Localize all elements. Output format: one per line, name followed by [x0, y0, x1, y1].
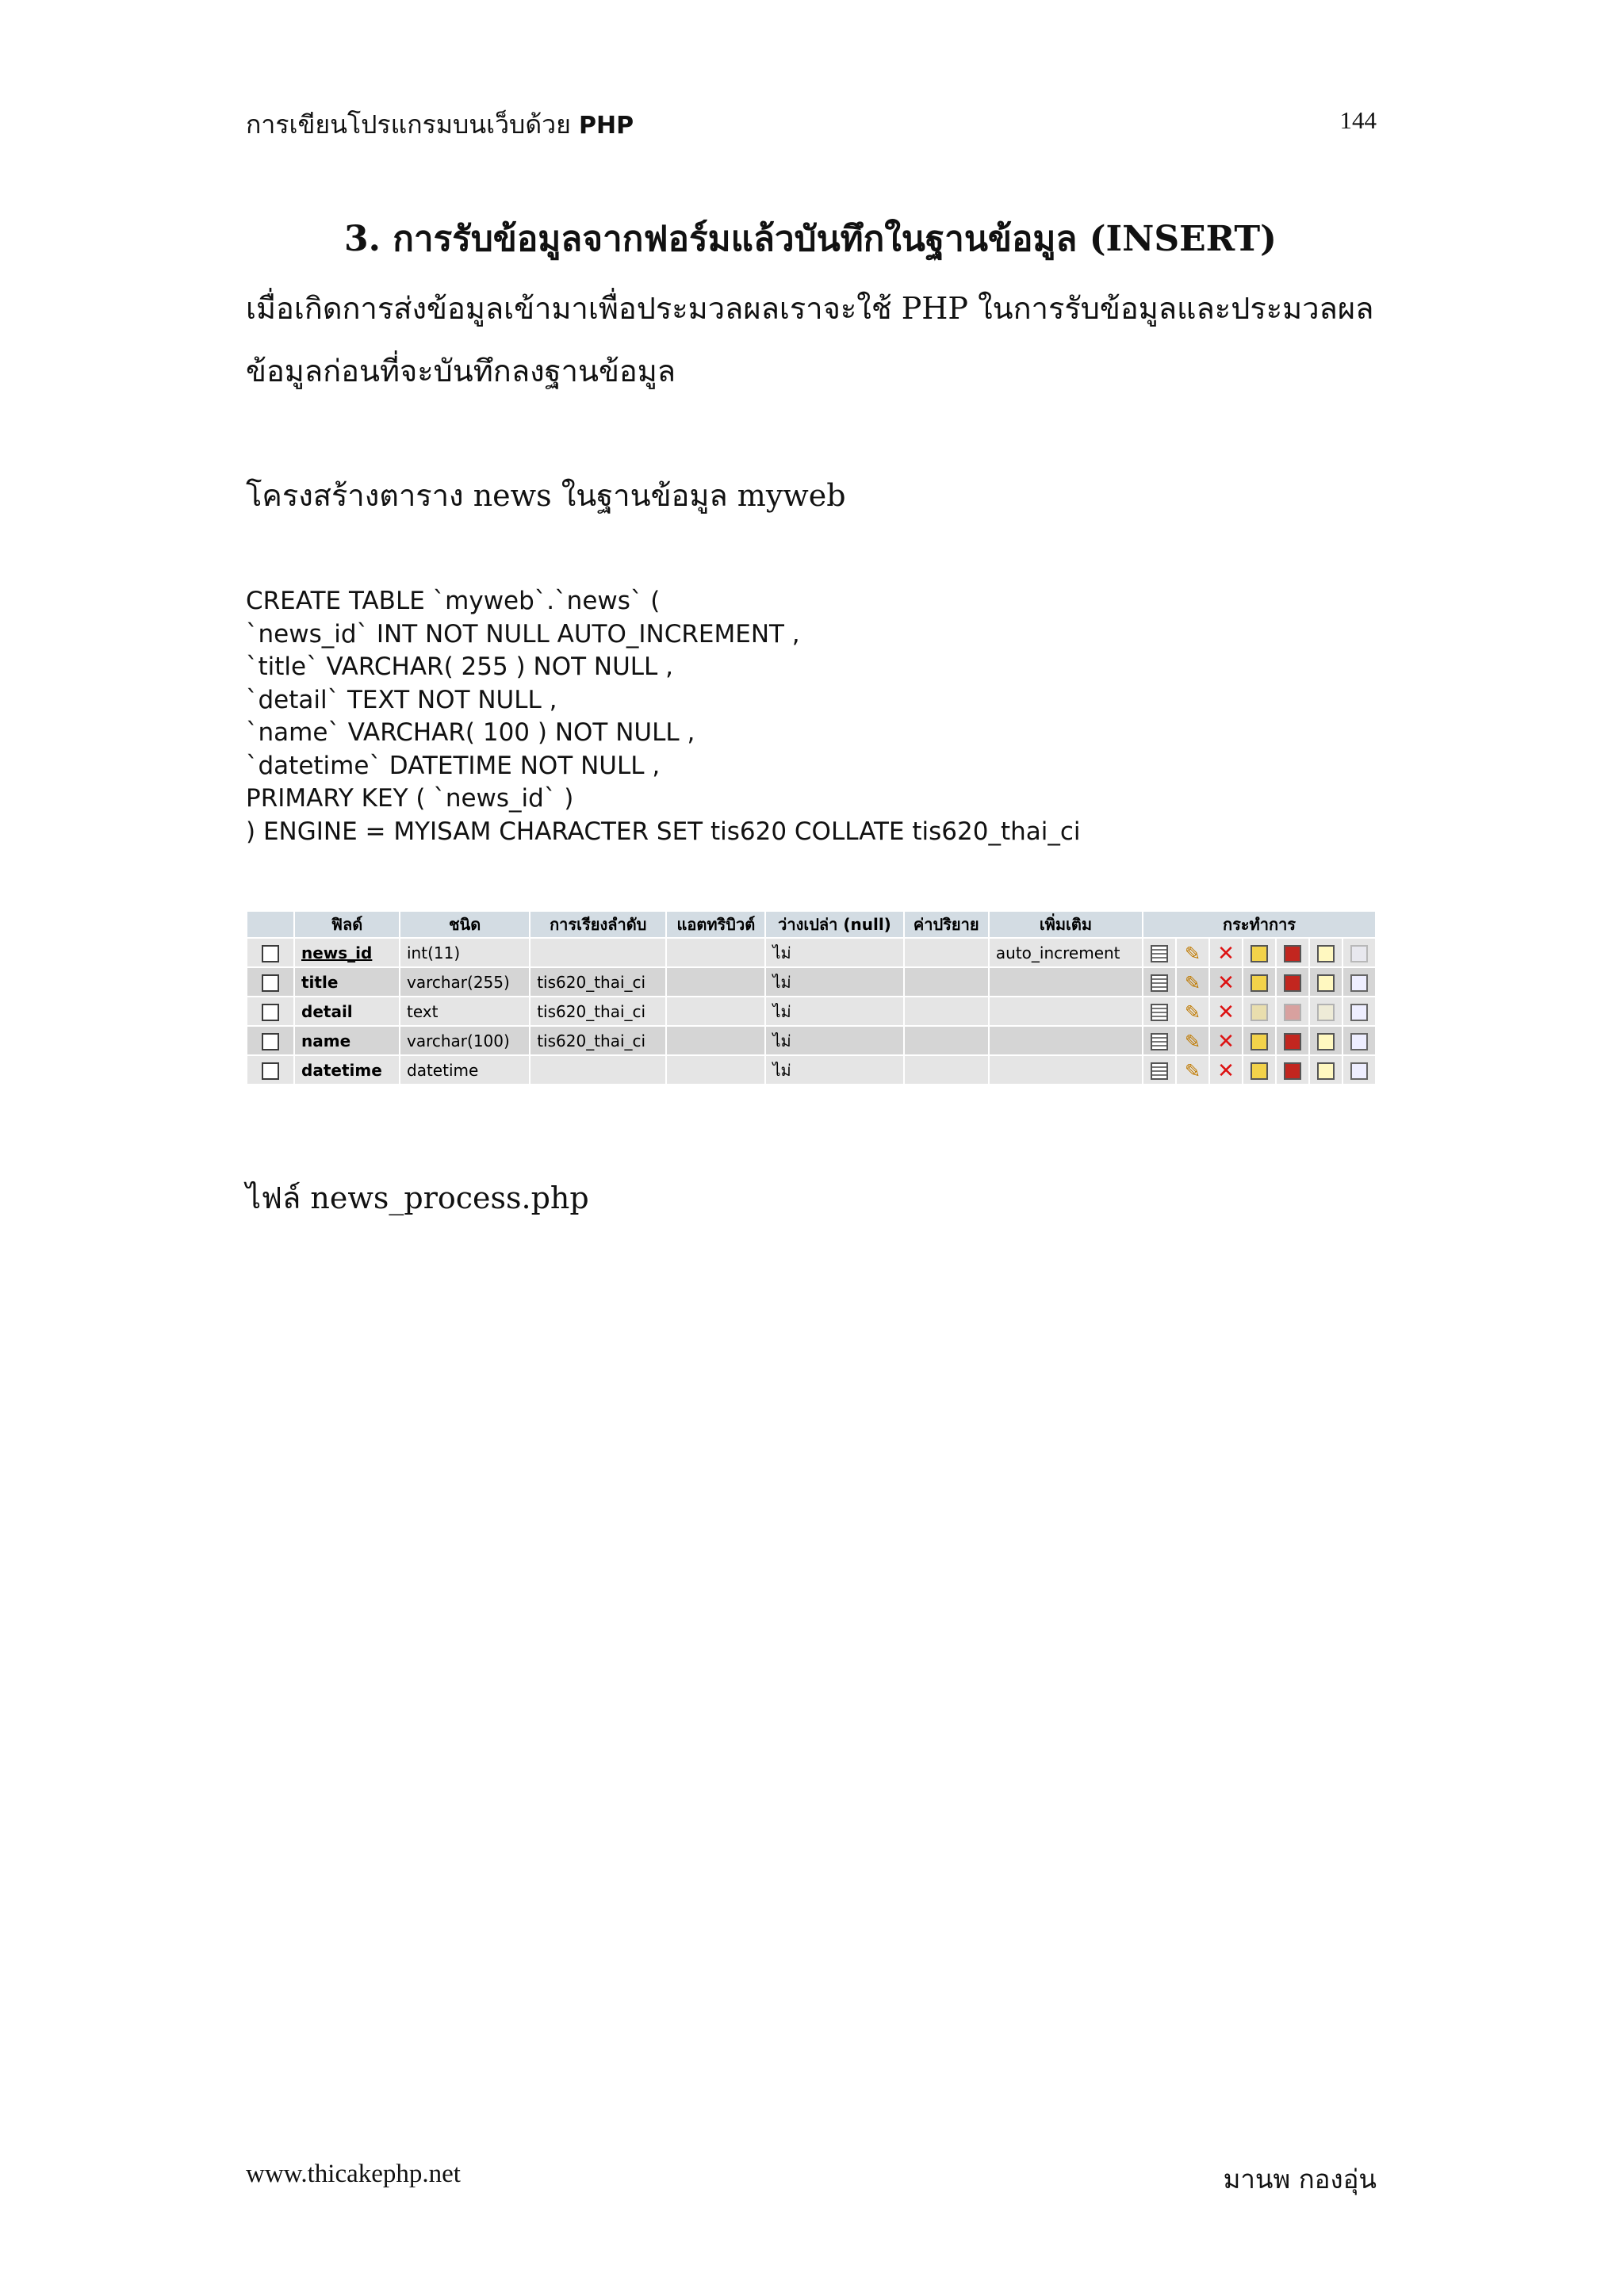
primary-key-icon[interactable]	[1243, 939, 1275, 966]
table-row	[247, 968, 1375, 996]
edit-icon[interactable]: ✎	[1177, 939, 1208, 966]
field-name: title	[295, 968, 399, 996]
field-default	[905, 939, 988, 966]
code-line: `detail` TEXT NOT NULL ,	[246, 685, 557, 714]
field-extra	[990, 997, 1142, 1025]
field-null: ไม่	[766, 1027, 902, 1054]
unique-icon[interactable]	[1277, 968, 1308, 996]
field-name: name	[295, 1027, 399, 1054]
row-checkbox[interactable]	[247, 997, 293, 1025]
browse-icon[interactable]	[1143, 997, 1175, 1025]
field-extra	[990, 968, 1142, 996]
primary-key-icon[interactable]	[1243, 968, 1275, 996]
drop-icon[interactable]: ✕	[1210, 939, 1242, 966]
code-line: `news_id` INT NOT NULL AUTO_INCREMENT ,	[246, 619, 800, 649]
fulltext-icon[interactable]	[1343, 997, 1375, 1025]
code-line: `title` VARCHAR( 255 ) NOT NULL ,	[246, 652, 674, 681]
browse-icon[interactable]	[1143, 1027, 1175, 1054]
footer-website: www.thicakephp.net	[246, 2160, 461, 2188]
fulltext-icon[interactable]	[1343, 1056, 1375, 1084]
fulltext-icon[interactable]	[1343, 939, 1375, 966]
field-attributes	[667, 939, 764, 966]
field-name: news_id	[295, 939, 399, 966]
field-collation	[530, 1056, 665, 1084]
field-collation	[530, 939, 665, 966]
header-title-php: PHP	[579, 112, 634, 140]
header-title-thai: การเขียนโปรแกรมบนเว็บด้วย	[246, 109, 571, 140]
file-label: ไฟล์ news_process.php	[246, 1181, 589, 1215]
index-icon[interactable]	[1310, 968, 1342, 996]
code-line: `name` VARCHAR( 100 ) NOT NULL ,	[246, 718, 695, 747]
header-default: ค่าปริยาย	[905, 912, 988, 937]
paragraph-line-1: เมื่อเกิดการส่งข้อมูลเข้ามาเพื่อประมวลผลเราจะใช้ PHP ในการรับข้อมูลและประมวลผล	[246, 291, 1374, 326]
drop-icon[interactable]: ✕	[1210, 1056, 1242, 1084]
table-header-row	[247, 912, 1375, 937]
field-default	[905, 1056, 988, 1084]
row-checkbox[interactable]	[247, 939, 293, 966]
footer-author: มานพ กองอุ่น	[1223, 2164, 1377, 2195]
running-header	[246, 105, 634, 145]
field-extra	[990, 1027, 1142, 1054]
unique-icon	[1277, 997, 1308, 1025]
field-collation: tis620_thai_ci	[530, 968, 665, 996]
row-checkbox[interactable]	[247, 1027, 293, 1054]
field-name: datetime	[295, 1056, 399, 1084]
field-attributes	[667, 968, 764, 996]
primary-key-icon[interactable]	[1243, 1056, 1275, 1084]
browse-icon[interactable]	[1143, 1056, 1175, 1084]
field-attributes	[667, 997, 764, 1025]
fulltext-icon[interactable]	[1343, 1027, 1375, 1054]
edit-icon[interactable]: ✎	[1177, 997, 1208, 1025]
paragraph-line-2: ข้อมูลก่อนที่จะบันทึกลงฐานข้อมูล	[246, 354, 676, 388]
header-type: ชนิด	[400, 912, 529, 937]
unique-icon[interactable]	[1277, 939, 1308, 966]
field-null: ไม่	[766, 939, 902, 966]
primary-key-icon	[1243, 997, 1275, 1025]
browse-icon[interactable]	[1143, 968, 1175, 996]
structure-table-screenshot	[246, 910, 1377, 1094]
sql-code-block	[246, 585, 1081, 848]
field-type: varchar(100)	[400, 1027, 529, 1054]
header-null: ว่างเปล่า (null)	[766, 912, 902, 937]
drop-icon[interactable]: ✕	[1210, 1027, 1242, 1054]
table-caption: โครงสร้างตาราง news ในฐานข้อมูล myweb	[246, 478, 846, 513]
row-checkbox[interactable]	[247, 968, 293, 996]
header-field: ฟิลด์	[295, 912, 399, 937]
code-line: ) ENGINE = MYISAM CHARACTER SET tis620 COLLATE tis620_thai_ci	[246, 817, 1081, 846]
code-line: `datetime` DATETIME NOT NULL ,	[246, 751, 661, 780]
edit-icon[interactable]: ✎	[1177, 1056, 1208, 1084]
field-collation: tis620_thai_ci	[530, 1027, 665, 1054]
fulltext-icon[interactable]	[1343, 968, 1375, 996]
index-icon[interactable]	[1310, 1056, 1342, 1084]
field-null: ไม่	[766, 1056, 902, 1084]
field-default	[905, 968, 988, 996]
table-row	[247, 1056, 1375, 1084]
table-row	[247, 1027, 1375, 1054]
drop-icon[interactable]: ✕	[1210, 997, 1242, 1025]
table-row	[247, 939, 1375, 966]
field-default	[905, 997, 988, 1025]
row-checkbox[interactable]	[247, 1056, 293, 1084]
field-name: detail	[295, 997, 399, 1025]
field-attributes	[667, 1056, 764, 1084]
browse-icon[interactable]	[1143, 939, 1175, 966]
header-attributes: แอตทริบิวต์	[667, 912, 764, 937]
field-extra: auto_increment	[990, 939, 1142, 966]
unique-icon[interactable]	[1277, 1056, 1308, 1084]
field-null: ไม่	[766, 968, 902, 996]
field-collation: tis620_thai_ci	[530, 997, 665, 1025]
section-title: 3. การรับข้อมูลจากฟอร์มแล้วบันทึกในฐานข้อมูล (INSERT)	[344, 219, 1277, 259]
field-type: varchar(255)	[400, 968, 529, 996]
field-null: ไม่	[766, 997, 902, 1025]
header-extra: เพิ่มเติม	[990, 912, 1142, 937]
structure-table	[246, 910, 1377, 1085]
unique-icon[interactable]	[1277, 1027, 1308, 1054]
field-attributes	[667, 1027, 764, 1054]
index-icon[interactable]	[1310, 939, 1342, 966]
header-action: กระทำการ	[1143, 912, 1375, 937]
field-type: text	[400, 997, 529, 1025]
edit-icon[interactable]: ✎	[1177, 968, 1208, 996]
index-icon	[1310, 997, 1342, 1025]
field-extra	[990, 1056, 1142, 1084]
header-collation: การเรียงลำดับ	[530, 912, 665, 937]
field-default	[905, 1027, 988, 1054]
edit-icon[interactable]: ✎	[1177, 1027, 1208, 1054]
field-type: datetime	[400, 1056, 529, 1084]
index-icon[interactable]	[1310, 1027, 1342, 1054]
drop-icon[interactable]: ✕	[1210, 968, 1242, 996]
header-checkbox-col	[247, 912, 293, 937]
code-line: PRIMARY KEY ( `news_id` )	[246, 784, 574, 813]
field-type: int(11)	[400, 939, 529, 966]
page-number: 144	[1339, 106, 1377, 134]
code-line: CREATE TABLE `myweb`.`news` (	[246, 587, 661, 615]
table-row	[247, 997, 1375, 1025]
primary-key-icon[interactable]	[1243, 1027, 1275, 1054]
